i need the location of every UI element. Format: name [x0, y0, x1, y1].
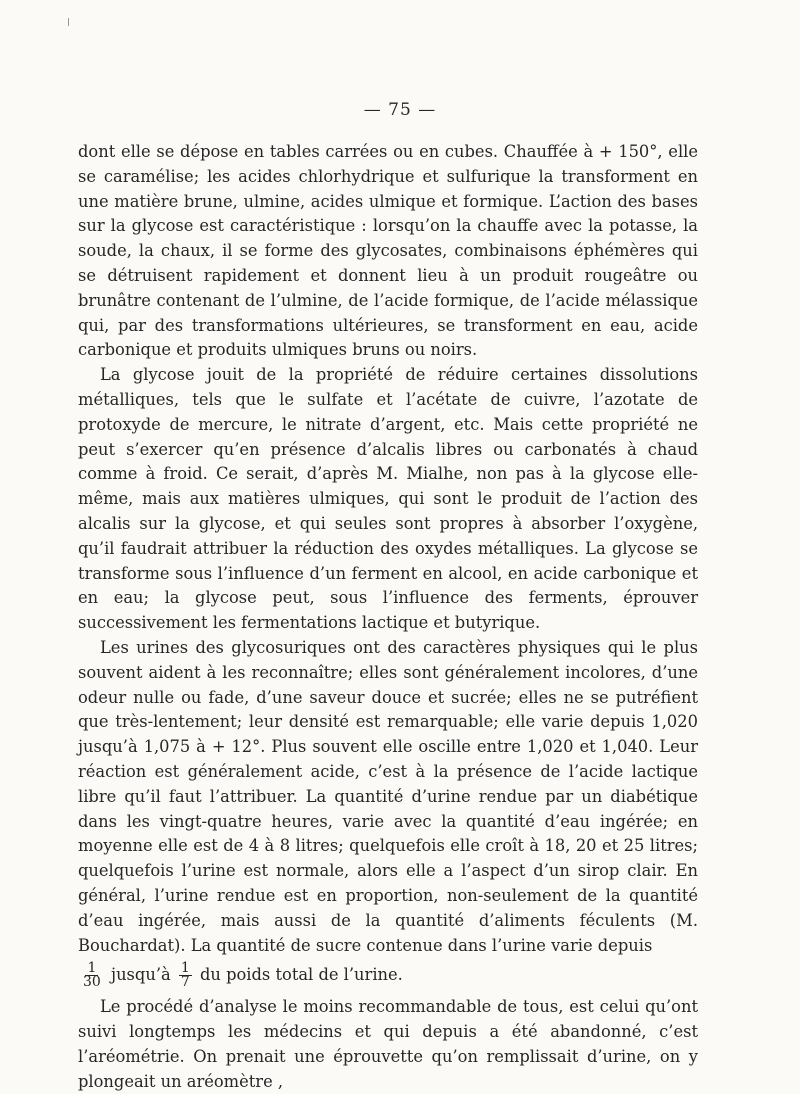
- fraction-numerator: 1: [180, 960, 190, 977]
- paragraph-2: La glycose jouit de la propriété de réduire certaines dissolutions métalliques, tels que le sulfate et l’acétate de cuivre, l’azotate de protoxyde de mercure, le nitrate d’argent, etc. Mais cette propriété ne peut s’exercer qu’en présence d’alcalis libres ou carbonatés à chaud comme à froid. Ce serait, d’après M. Mialhe, non pas à la glycose elle-même, mais aux matières ulmiques, qui sont le produit de l’action des alcalis sur la glycose, et qui seules sont propres à absorber l’oxygène, qu’il faudrait attribuer la réduction des oxydes métalliques. La glycose se transforme sous l’influence d’un ferment en alcool, en acide carbonique et en eau; la glycose peut, sous l’influence des ferments, éprouver successivement les fermentations lactique et butyrique.: [78, 365, 698, 633]
- body-text: [78, 140, 698, 1094]
- paragraph-3-text: Les urines des glycosuriques ont des caractères physiques qui le plus souvent aident à les reconnaître; elles sont généralement incolores, d’une odeur nulle ou fade, d’une saveur douce et sucrée; elles ne se putréfient que très-lentement; leur densité est remarquable; elle varie depuis 1,020 jusqu’à 1,075 à + 12°. Plus souvent elle oscille entre 1,020 et 1,040. Leur réaction est généralement acide, c’est à la présence de l’acide lactique libre qu’il faut l’attribuer. La quantité d’urine rendue par un diabétique dans les vingt-quatre heures, varie avec la quantité d’eau ingérée; en moyenne elle est de 4 à 8 litres; quelquefois elle croît à 18, 20 et 25 litres; quelquefois l’urine est normale, alors elle a l’aspect d’un sirop clair. En général, l’urine rendue est en proportion, non-seulement de la quantité d’eau ingérée, mais aussi de la quantité d’aliments féculents (M. Bouchardat). La quantité de sucre contenue dans l’urine varie depuis: [78, 637, 698, 955]
- fraction-denominator: 30: [83, 974, 101, 991]
- fraction-one-seventh: [179, 962, 192, 989]
- paragraph-4: Le procédé d’analyse le moins recommandable de tous, est celui qu’ont suivi longtemps les médecins et qui depuis a été abandonné, c’est l’aréométrie. On prenait une éprouvette qu’on remplissait d’urine, on y plongeait un aréomètre ,: [78, 997, 698, 1091]
- paragraph-3: [78, 636, 698, 958]
- tail-text-a: jusqu’à: [111, 965, 171, 985]
- tail-text-b: du poids total de l’urine.: [200, 965, 403, 985]
- page-number: — 75 —: [363, 100, 437, 120]
- scan-mark: [68, 18, 69, 26]
- paragraph-3-tail: [78, 962, 698, 989]
- fraction-one-thirtieth: [81, 962, 103, 989]
- fraction-numerator: 1: [87, 960, 97, 977]
- fraction-denominator: 7: [180, 974, 190, 991]
- paragraph-1: dont elle se dépose en tables carrées ou en cubes. Chauffée à + 150°, elle se caramélise; les acides chlorhydrique et sulfurique la transforment en une matière brune, ulmine, acides ulmique et formique. L’action des bases sur la glycose est caractéristique : lorsqu’on la chauffe avec la potasse, la soude, la chaux, il se forme des glycosates, combinaisons éphémères qui se détruisent rapidement et donnent lieu à un produit rougeâtre ou brunâtre contenant de l’ulmine, de l’acide formique, de l’acide mélassique qui, par des transformations ultérieures, se transforment en eau, acide carbonique et produits ulmiques bruns ou noirs.: [78, 142, 698, 360]
